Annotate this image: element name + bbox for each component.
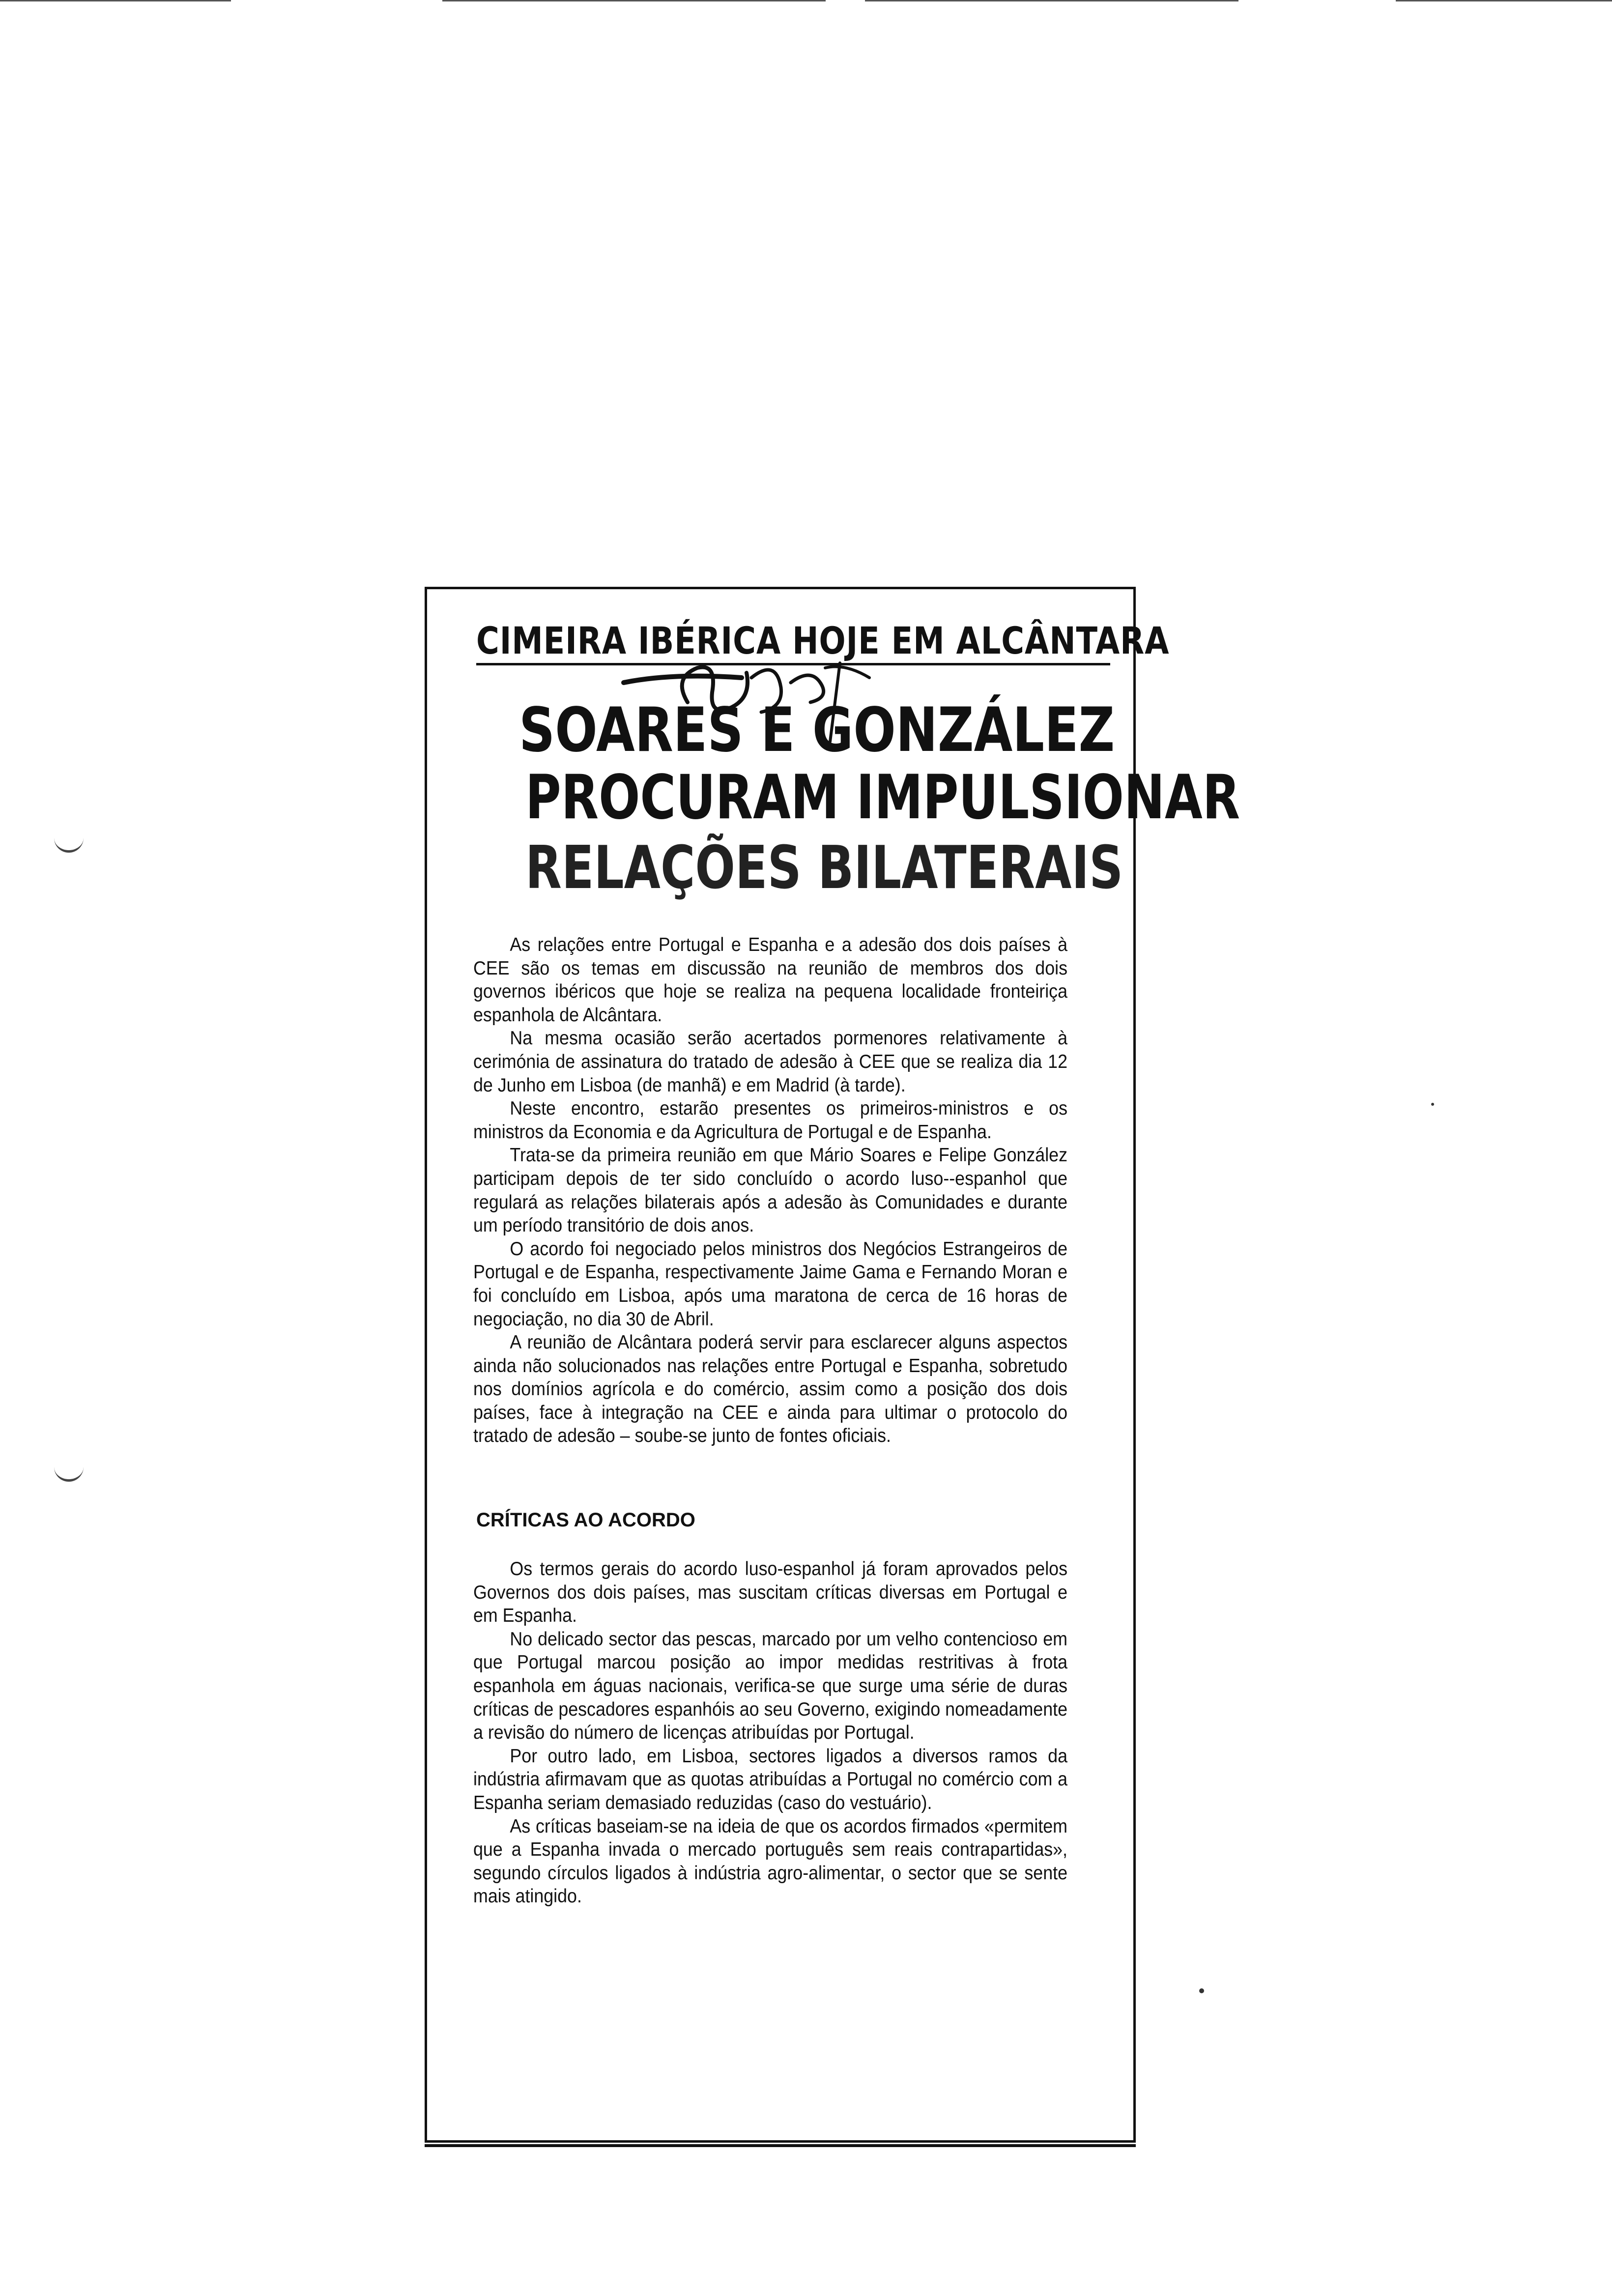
paragraph: Na mesma ocasião serão acertados pormenores relativamente à cerimónia de assinatura do tratado de adesão à CEE que se realiza dia 12 de Junho em Lisboa (de manhã) e em Madrid (à tarde). xyxy=(473,1028,1067,1096)
headline-line-2: PROCURAM IMPULSIONAR xyxy=(525,762,1240,833)
paragraph: A reunião de Alcântara poderá servir para esclarecer alguns aspectos ainda não solucionados nas relações entre Portugal e Espanha, sobretudo nos domínios agrícola e do comércio, assim como a posição dos dois países, face à integração na CEE e ainda para ultimar o protocolo do tratado de adesão – soube-se junto de fontes oficiais. xyxy=(473,1332,1067,1447)
paragraph: As críticas baseiam-se na ideia de que os acordos firmados «permitem que a Espanha invada o mercado português sem reais contrapartidas», segundo círculos ligados à indústria agro-alimentar, o sector que se sente mais atingido. xyxy=(473,1815,1067,1907)
scan-edge-line xyxy=(1396,0,1612,1)
scan-edge-line xyxy=(442,0,826,1)
article-body xyxy=(473,933,1067,1448)
paragraph: Neste encontro, estarão presentes os primeiros-ministros e os ministros da Economia e da Agricultura de Portugal e de Espanha. xyxy=(473,1098,1067,1143)
kicker: CIMEIRA IBÉRICA HOJE EM ALCÂNTARA xyxy=(476,619,1170,662)
scan-edge-line xyxy=(0,0,231,1)
paragraph: Por outro lado, em Lisboa, sectores ligados a diversos ramos da indústria afirmavam que as quotas atribuídas a Portugal no comércio com a Espanha seriam demasiado reduzidas (caso do vestuário). xyxy=(473,1745,1067,1813)
subhead: CRÍTICAS AO ACORDO xyxy=(476,1509,695,1531)
scan-speck xyxy=(1431,1103,1434,1106)
paragraph: No delicado sector das pescas, marcado por um velho contencioso em que Portugal marcou posição ao impor medidas restritivas à frota espanhola em águas nacionais, verifica-se que surge uma série de duras críticas de pescadores espanhóis ao seu Governo, exigindo nomeadamente a revisão do número de licenças atribuídas por Portugal. xyxy=(473,1628,1067,1744)
paragraph: As relações entre Portugal e Espanha e a adesão dos dois países à CEE são os temas em discussão na reunião de membros dos dois governos ibéricos que hoje se realiza na pequena localidade fronteiriça espanhola de Alcântara. xyxy=(473,934,1067,1026)
news-clipping xyxy=(425,587,1240,2143)
scan-edge-line xyxy=(865,0,1238,1)
paragraph: Trata-se da primeira reunião em que Mário Soares e Felipe González participam depois de ter sido concluído o acordo luso--espanhol que regulará as relações bilaterais após a adesão às Comunidades e durante um período transitório de dois anos. xyxy=(473,1145,1067,1236)
headline-line-3: RELAÇÕES BILATERAIS xyxy=(525,834,1123,902)
punch-hole-mark xyxy=(54,1464,84,1482)
scan-speck xyxy=(1199,1988,1204,1993)
punch-hole-mark xyxy=(54,835,84,853)
article-body-continued xyxy=(473,1557,1067,1908)
headline-line-1: SOARES E GONZÁLEZ xyxy=(519,695,1115,766)
paragraph: O acordo foi negociado pelos ministros dos Negócios Estrangeiros de Portugal e de Espanha, respectivamente Jaime Gama e Fernando Moran e foi concluído em Lisboa, após uma maratona de cerca de 16 horas de negociação, no dia 30 de Abril. xyxy=(473,1238,1067,1330)
paragraph: Os termos gerais do acordo luso-espanhol já foram aprovados pelos Governos dos dois países, mas suscitam críticas diversas em Portugal e em Espanha. xyxy=(473,1558,1067,1627)
